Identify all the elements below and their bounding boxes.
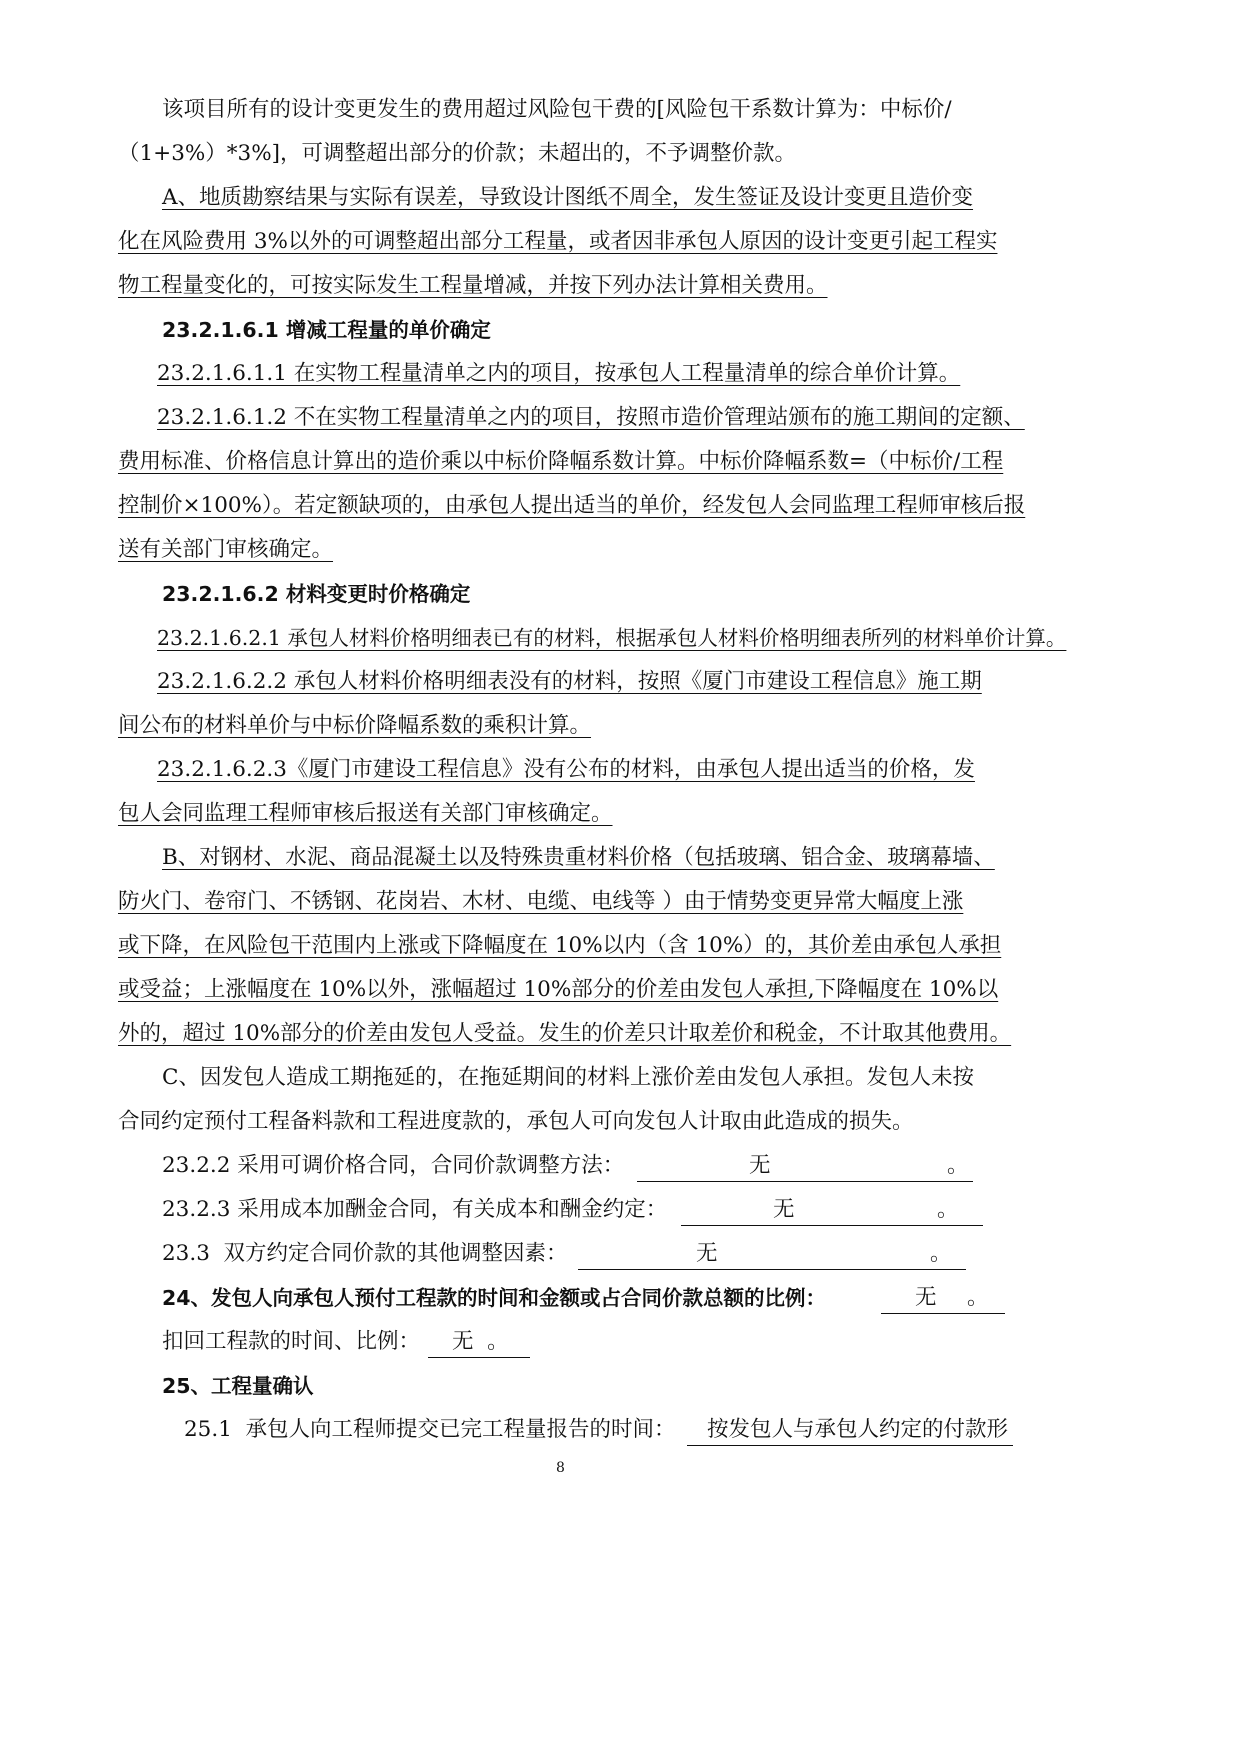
section-heading: 24、发包人向承包人预付工程款的时间和金额或占合同价款总额的比例：: [162, 1286, 827, 1310]
field-label: 25.1 承包人向工程师提交已完工程量报告的时间：: [184, 1417, 676, 1442]
page-number: 8: [556, 1460, 565, 1476]
section-heading: 23.2.1.6.2 材料变更时价格确定: [162, 582, 471, 606]
clause-b-line: B、对钢材、水泥、商品混凝土以及特殊贵重材料价格（包括玻璃、铝合金、玻璃幕墙、: [162, 845, 995, 870]
blank-value: 无: [749, 1153, 771, 1178]
subclause-line: 控制价×100%）。若定额缺项的，由承包人提出适当的单价，经发包人会同监理工程师审核后报: [118, 493, 1026, 518]
clause-a-line: A、地质勘察结果与实际有误差，导致设计图纸不周全，发生签证及设计变更且造价变: [162, 185, 974, 210]
blank-value: 无: [696, 1241, 718, 1266]
clause-b-line: 或下降，在风险包干范围内上涨或下降幅度在 10%以内（含 10%）的，其价差由承包人承担: [118, 933, 1002, 958]
fill-blank-field: [881, 1283, 1005, 1314]
section-heading: 25、工程量确认: [162, 1374, 314, 1398]
field-label: 23.2.3 采用成本加酬金合同，有关成本和酬金约定：: [162, 1197, 668, 1222]
clause-b-line: 外的，超过 10%部分的价差由发包人受益。发生的价差只计取差价和税金，不计取其他费用。: [118, 1021, 1012, 1046]
clause-b-line: 防火门、卷帘门、不锈钢、花岗岩、木材、电缆、电线等 ）由于情势变更异常大幅度上涨: [118, 889, 964, 914]
field-label: 23.2.2 采用可调价格合同，合同价款调整方法：: [162, 1153, 625, 1178]
field-label: 扣回工程款的时间、比例：: [162, 1329, 421, 1354]
clause-a-line: 化在风险费用 3%以外的可调整超出部分工程量，或者因非承包人原因的设计变更引起工程实: [118, 229, 998, 254]
blank-end: 。: [967, 1285, 989, 1310]
subclause-line: 23.2.1.6.2.1 承包人材料价格明细表已有的材料，根据承包人材料价格明细表所列的材料单价计算。: [157, 626, 1067, 650]
section-heading: 23.2.1.6.1 增减工程量的单价确定: [162, 318, 491, 342]
subclause-line: 间公布的材料单价与中标价降幅系数的乘积计算。: [118, 713, 592, 738]
blank-value: 无 。: [452, 1329, 509, 1354]
subclause-line: 23.2.1.6.2.2 承包人材料价格明细表没有的材料，按照《厦门市建设工程信息》施工期: [157, 669, 982, 694]
clause-b-line: 或受益；上涨幅度在 10%以外，涨幅超过 10%部分的价差由发包人承担,下降幅度在 10%以: [118, 977, 999, 1002]
subclause-line: 23.2.1.6.1.1 在实物工程量清单之内的项目，按承包人工程量清单的综合单价计算。: [157, 361, 961, 386]
clause-c-line: C、因发包人造成工期拖延的，在拖延期间的材料上涨价差由发包人承担。发包人未按: [162, 1065, 974, 1090]
clause-a-line: 物工程量变化的，可按实际发生工程量增减，并按下列办法计算相关费用。: [118, 273, 828, 298]
subclause-line: 费用标准、价格信息计算出的造价乘以中标价降幅系数计算。中标价降幅系数=（中标价/工程: [118, 449, 1004, 474]
subclause-line: 包人会同监理工程师审核后报送有关部门审核确定。: [118, 801, 613, 826]
blank-end: 。: [937, 1197, 959, 1222]
fill-blank-field: [687, 1415, 1013, 1446]
blank-end: 。: [947, 1153, 969, 1178]
clause-c-line: 合同约定预付工程备料款和工程进度款的，承包人可向发包人计取由此造成的损失。: [118, 1109, 914, 1134]
blank-value: 无: [915, 1285, 937, 1310]
paragraph-line: 该项目所有的设计变更发生的费用超过风险包干费的[风险包干系数计算为：中标价/: [162, 97, 952, 122]
fill-blank-field: [637, 1151, 973, 1182]
fill-blank-field: [428, 1327, 530, 1358]
fill-blank-field: [681, 1195, 983, 1226]
subclause-line: 23.2.1.6.2.3《厦门市建设工程信息》没有公布的材料，由承包人提出适当的价格，发: [157, 757, 975, 782]
blank-value: 按发包人与承包人约定的付款形: [707, 1417, 1009, 1442]
paragraph-line: （1+3%）*3%]，可调整超出部分的价款；未超出的，不予调整价款。: [118, 141, 797, 166]
blank-value: 无: [773, 1197, 795, 1222]
subclause-line: 23.2.1.6.1.2 不在实物工程量清单之内的项目，按照市造价管理站颁布的施工期间的定额、: [157, 405, 1025, 430]
field-label: 23.3 双方约定合同价款的其他调整因素：: [162, 1241, 568, 1266]
blank-end: 。: [930, 1241, 952, 1266]
fill-blank-field: [578, 1239, 966, 1270]
subclause-line: 送有关部门审核确定。: [118, 537, 334, 562]
